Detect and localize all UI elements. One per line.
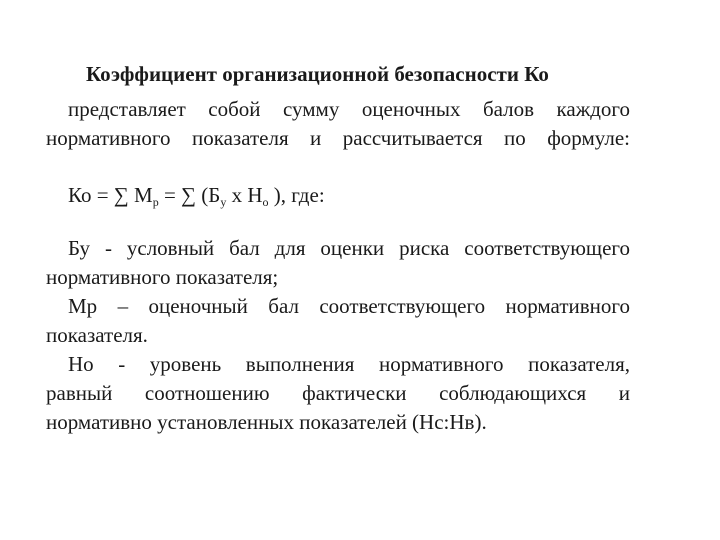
intro-line-3: нормативного показателя и рассчитывается по формуле: bbox=[46, 126, 630, 150]
definition-no-line-2: равный соотношению фактически соблюдающихся и bbox=[46, 381, 630, 405]
intro-line-2: представляет собой сумму оценочных балов каждого bbox=[68, 97, 630, 121]
definition-no-line-3: нормативно установленных показателей (Нс:Нв). bbox=[46, 410, 487, 434]
intro-title: Коэффициент организационной безопасности Ко bbox=[86, 62, 549, 86]
definition-bu-line-2: нормативного показателя; bbox=[46, 265, 279, 289]
definition-bu-line-1: Бу - условный бал для оценки риска соответствующего bbox=[68, 236, 630, 260]
formula: Ко = ∑ $М_р$ = ∑ ($Б_у$ х $Н_о$ ), где: bbox=[68, 183, 325, 209]
definition-mr-line-1: Мр – оценочный бал соответствующего нормативного bbox=[68, 294, 630, 318]
definition-no-line-1: Но - уровень выполнения нормативного показателя, bbox=[68, 352, 630, 376]
definition-mr-line-2: показателя. bbox=[46, 323, 148, 347]
